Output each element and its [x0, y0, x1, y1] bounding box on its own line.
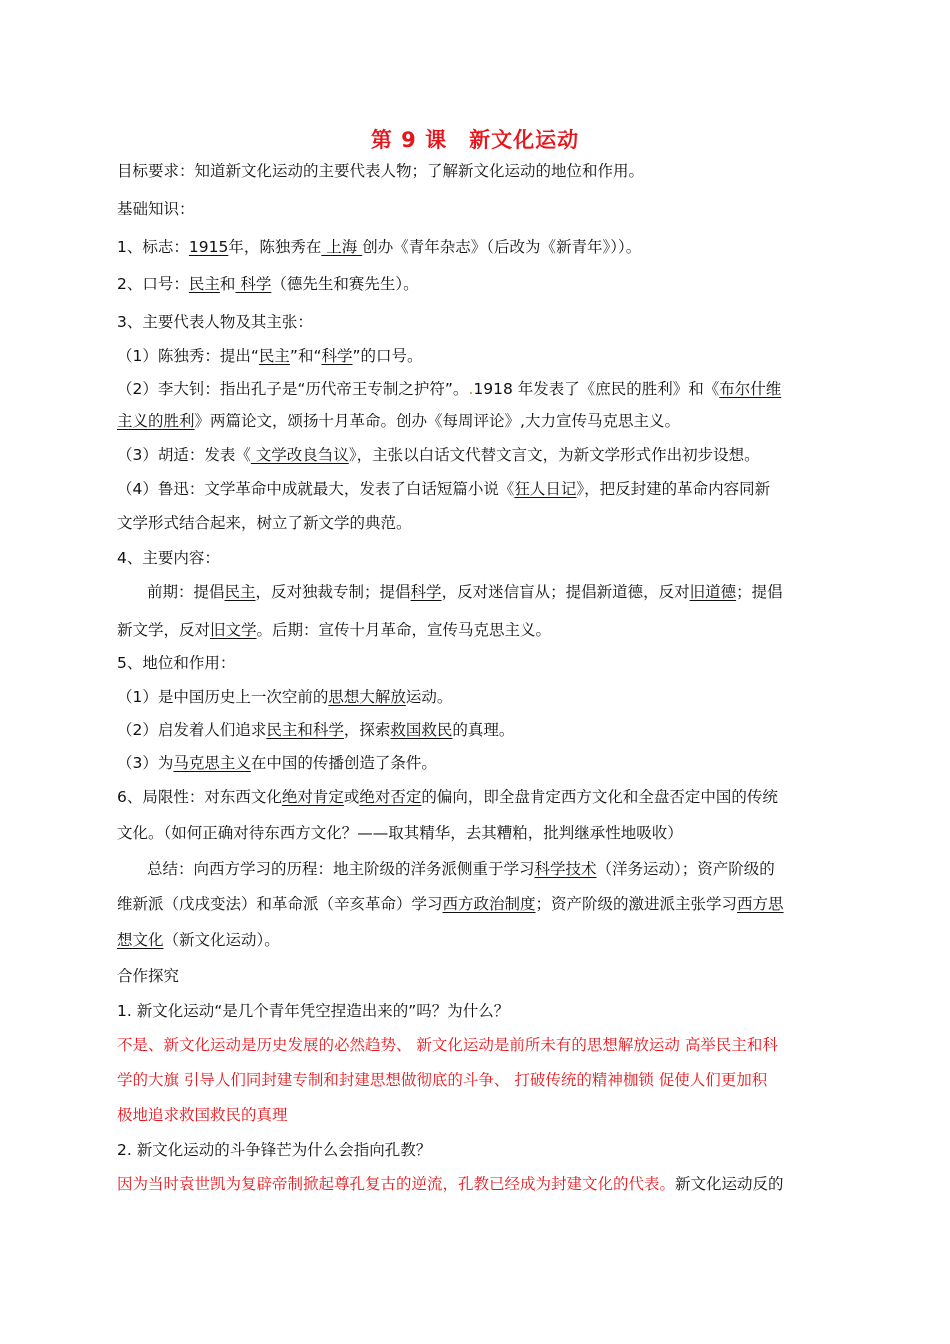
- underlined-term: 旧文学: [210, 621, 257, 639]
- answer-1-line-3: 极地追求救国救民的真理: [117, 1106, 288, 1124]
- person-3-line: [117, 444, 760, 466]
- text: 》两篇论文，颂扬十月革命。创办《每周评论》,大力宣传马克思主义。: [194, 412, 680, 430]
- underlined-term: 思想大解放: [328, 688, 406, 706]
- question-2: 2. 新文化运动的斗争锋芒为什么会指向孔教？: [117, 1141, 432, 1159]
- underlined-term: 布尔什维: [719, 380, 782, 398]
- underlined-term: 西方思: [737, 895, 784, 913]
- text: （4）鲁迅：文学革命中成就最大，发表了白话短篇小说《: [117, 480, 515, 498]
- status-line-3: [117, 752, 437, 774]
- person-2-line: [117, 378, 781, 400]
- text: 1918 年发表了《庶民的胜利》和《: [473, 380, 720, 398]
- answer-2-line-1: [117, 1173, 784, 1195]
- text: 新文学，反对: [117, 621, 211, 639]
- person-4-line-cont: 文学形式结合起来，树立了新文学的典范。: [117, 514, 412, 532]
- page-title: 第 9 课 新文化运动: [370, 128, 580, 152]
- underlined-year: 1915: [188, 238, 229, 256]
- status-line-1: [117, 686, 452, 708]
- text: （3）为: [117, 754, 174, 772]
- underlined-term: 民主和科学: [266, 721, 344, 739]
- underlined-term: 科学: [235, 275, 272, 293]
- underlined-term: 科学技术: [534, 860, 597, 878]
- text: ”的口号。: [352, 347, 423, 365]
- item-6-line-cont: 文化。（如何正确对待东西方文化？——取其精华，去其糟粕，批判继承性地吸收）: [117, 824, 683, 842]
- mark-dot: .: [468, 380, 474, 398]
- item-5-line: 5、地位和作用：: [117, 654, 236, 672]
- text: （3）胡适：发表《: [117, 446, 251, 464]
- text: 》，主张以白话文代替文言文，为新文学形式作出初步设想。: [348, 446, 760, 464]
- item-3-line: 3、主要代表人物及其主张：: [117, 313, 313, 331]
- text: （2）李大钊：指出孔子是“历代帝王专制之护符”。: [117, 380, 469, 398]
- underlined-term: 民主: [258, 347, 290, 365]
- item-1-line: [117, 236, 641, 258]
- underlined-term: 狂人日记: [514, 480, 577, 498]
- text: 年，陈独秀在: [228, 238, 322, 256]
- text: 》，把反封建的革命内容同新: [576, 480, 771, 498]
- text: ；资产阶级的激进派主张学习: [535, 895, 738, 913]
- answer-1-line-1: 不是、新文化运动是历史发展的必然趋势、 新文化运动是前所未有的思想解放运动 高举民主和科: [117, 1036, 778, 1054]
- person-1-line: [117, 345, 423, 367]
- text: ，反对迷信盲从；提倡新道德，反对: [441, 583, 690, 601]
- underlined-term: 绝对肯定: [281, 788, 344, 806]
- text: 创办《青年杂志》（后改为《新青年》））。: [362, 238, 642, 256]
- summary-line-2: [117, 893, 784, 915]
- text: 1、标志：: [117, 238, 189, 256]
- basic-heading: 基础知识：: [117, 200, 195, 218]
- text: 在中国的传播创造了条件。: [250, 754, 437, 772]
- answer-1-line-2: 学的大旗 引导人们同封建专制和封建思想做彻底的斗争、 打破传统的精神枷锁 促使人们更加积: [117, 1071, 768, 1089]
- person-2-line-cont: [117, 410, 680, 432]
- answer-text: 因为当时袁世凯为复辟帝制掀起尊孔复古的逆流，孔教已经成为封建文化的代表。: [117, 1175, 676, 1193]
- text: ，反对独裁专制；提倡: [255, 583, 411, 601]
- text: 新文化运动反的: [675, 1175, 784, 1193]
- underlined-term: 文学改良刍议: [250, 446, 349, 464]
- item-6-line: [117, 786, 778, 808]
- item-2-line: [117, 273, 419, 295]
- underlined-term: 科学: [321, 347, 353, 365]
- person-4-line: [117, 478, 770, 500]
- text: （1）是中国历史上一次空前的: [117, 688, 329, 706]
- text: 和: [219, 275, 236, 293]
- underlined-term: 马克思主义: [173, 754, 251, 772]
- summary-line-3: [117, 929, 280, 951]
- text: （2）启发着人们追求: [117, 721, 267, 739]
- underlined-term: 科学: [410, 583, 442, 601]
- goal-line: 目标要求：知道新文化运动的主要代表人物；了解新文化运动的地位和作用。: [117, 162, 645, 180]
- text: 的真理。: [452, 721, 515, 739]
- underlined-term: 主义的胜利: [117, 412, 195, 430]
- underlined-term: 民主: [188, 275, 220, 293]
- text: 的偏向，即全盘肯定西方文化和全盘否定中国的传统: [421, 788, 778, 806]
- underlined-term: 救国救民: [390, 721, 453, 739]
- text: （1）陈独秀：提出“: [117, 347, 259, 365]
- text: （洋务运动）；资产阶级的: [596, 860, 775, 878]
- underlined-term: 西方政治制度: [442, 895, 536, 913]
- text: 。后期：宣传十月革命，宣传马克思主义。: [256, 621, 552, 639]
- text: （新文化运动）。: [163, 931, 280, 949]
- text: ，探索: [343, 721, 391, 739]
- text: 维新派（戊戌变法）和革命派（辛亥革命）学习: [117, 895, 443, 913]
- status-line-2: [117, 719, 514, 741]
- content-line-2: [117, 619, 551, 641]
- text: ”和“: [289, 347, 322, 365]
- item-4-line: 4、主要内容：: [117, 549, 220, 567]
- underlined-term: 民主: [224, 583, 256, 601]
- text: 前期：提倡: [147, 583, 225, 601]
- underlined-term: 绝对否定: [359, 788, 422, 806]
- underlined-term: 旧道德: [689, 583, 737, 601]
- text: 运动。: [405, 688, 453, 706]
- text: 或: [343, 788, 360, 806]
- question-1: 1. 新文化运动“是几个青年凭空捏造出来的”吗？为什么？: [117, 1002, 510, 1020]
- summary-line-1: [147, 858, 775, 880]
- text: 6、局限性：对东西文化: [117, 788, 282, 806]
- text: （德先生和赛先生）。: [271, 275, 419, 293]
- underlined-term: 想文化: [117, 931, 164, 949]
- text: ；提倡: [736, 583, 783, 601]
- text: 总结：向西方学习的历程：地主阶级的洋务派侧重于学习: [147, 860, 535, 878]
- underlined-place: 上海: [321, 238, 363, 256]
- content-line-1: [147, 581, 783, 603]
- cooperation-heading: 合作探究: [117, 967, 180, 985]
- text: 2、口号：: [117, 275, 189, 293]
